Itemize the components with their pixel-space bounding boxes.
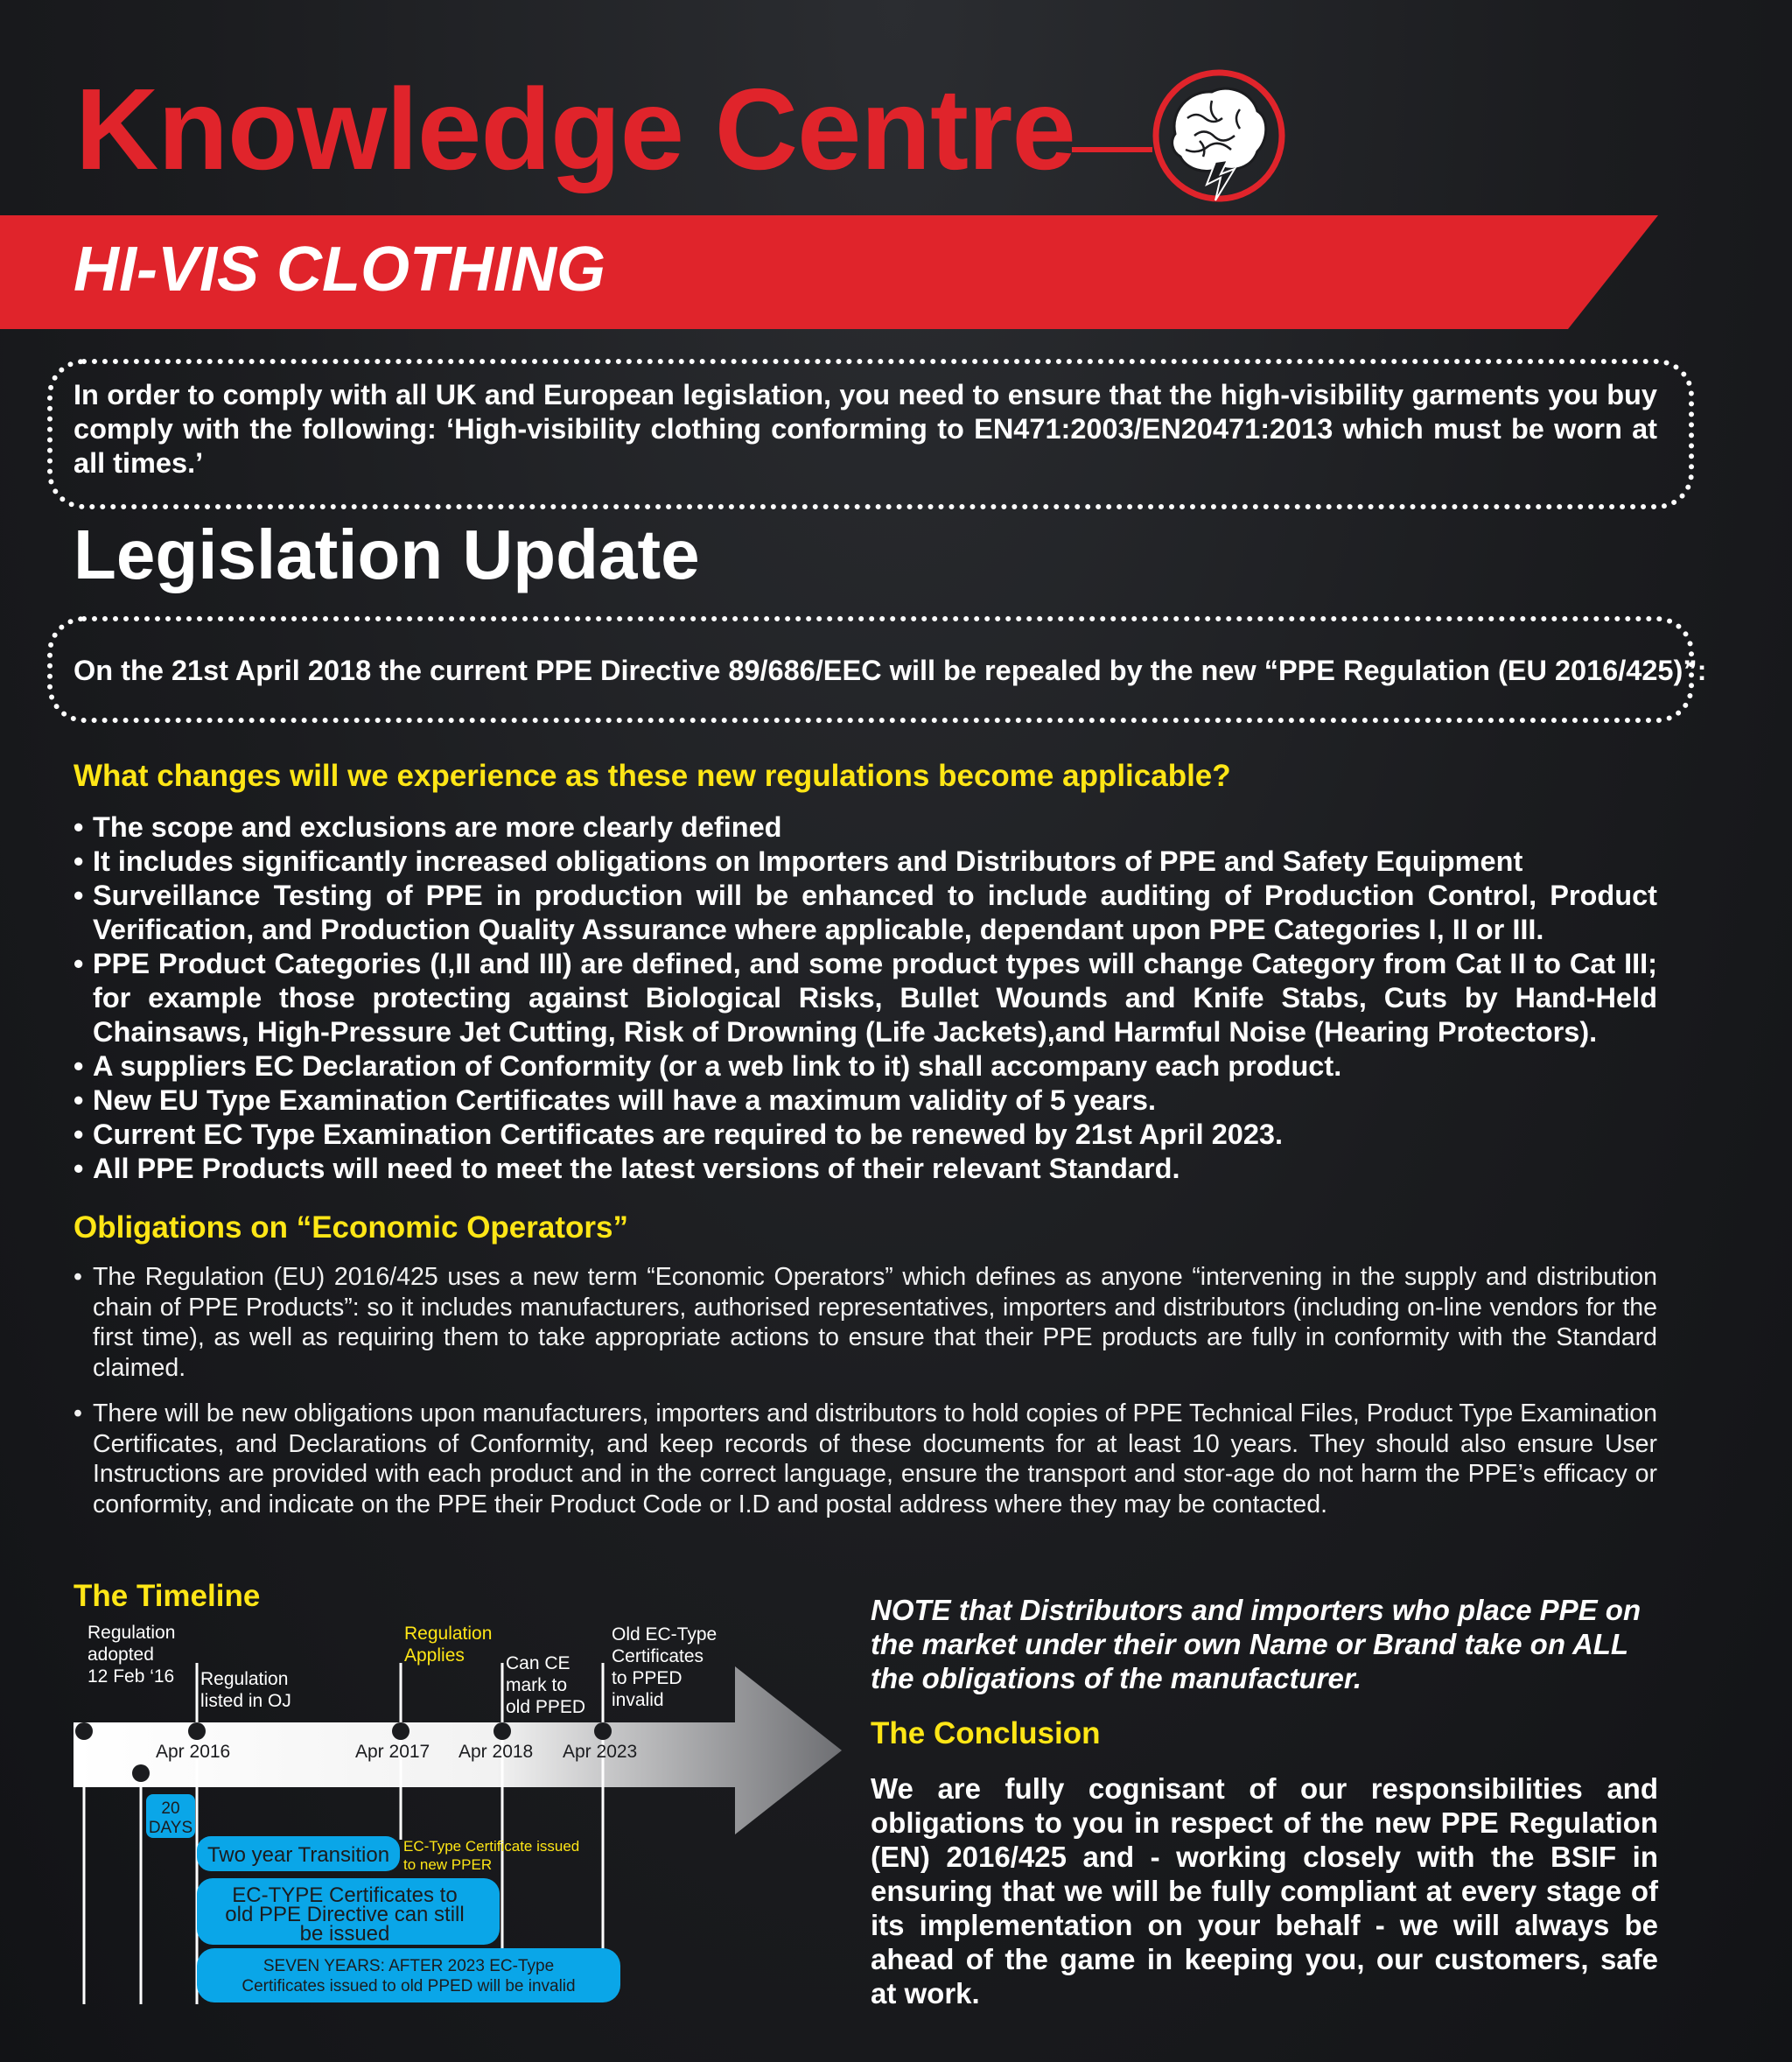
applies-label-1: Regulation <box>404 1624 493 1644</box>
adopted-label-1: Regulation <box>88 1623 176 1643</box>
obligations-list <box>74 1262 1657 1535</box>
listed-label-1: Regulation <box>200 1669 289 1689</box>
milestone-dot <box>494 1722 511 1740</box>
invalid-label-4: invalid <box>612 1690 664 1710</box>
seven-years-line-2: Certificates issued to old PPED will be invalid <box>242 1977 576 1995</box>
timeline-heading: The Timeline <box>74 1579 261 1613</box>
ce-mark-label-2: mark to <box>506 1675 568 1695</box>
seven-years-line-1: SEVEN YEARS: AFTER 2023 EC-Type <box>262 1957 555 1975</box>
ec-issued-label-2: to new PPER <box>403 1856 493 1873</box>
note-text: NOTE that Distributors and importers who place PPE on the market under their own Name or Brand take on ALL the obligations of the manufacturer. <box>871 1594 1642 1694</box>
date-label: Apr 2018 <box>458 1742 534 1762</box>
list-item: • The Regulation (EU) 2016/425 uses a new term “Economic Operators” which defines as anyone “intervening in the supply and distribution chain of PPE Products”: so it includes manufacturers, authorised representatives, importers and distributors (including on-line vendors for the first time), as well as requiring them to take appropriate actions to ensure that their PPE products are fully in conformity with the Standard claimed. <box>74 1262 1657 1383</box>
ce-mark-label-1: Can CE <box>506 1653 570 1673</box>
list-item: • Current EC Type Examination Certificates are required to be renewed by 21st April 2023. <box>74 1118 1657 1152</box>
milestone-dot <box>392 1722 410 1740</box>
milestone-dot <box>75 1722 93 1740</box>
changes-heading: What changes will we experience as these new regulations become applicable? <box>74 759 1231 793</box>
list-item: • There will be new obligations upon manufacturers, importers and distributors to hold copies of PPE Technical Files, Product Type Examination Certificates, and Declarations of Conformity, and keep records of these documents for at least 10 years. They should also ensure User Instructions are provided with each product and in the correct language, ensure the transport and stor-age do not harm the PPE’s efficacy or conformity, and indicate on the PPE their Product Code or I.D and postal address where they may be contacted. <box>74 1399 1657 1519</box>
directive-text: On the 21st April 2018 the current PPE Directive 89/686/EEC will be repealed by the new “PPE Regulation (EU 2016/425)”: <box>74 655 1707 686</box>
ce-mark-label-3: old PPED <box>506 1697 586 1717</box>
milestone-dot <box>132 1764 150 1782</box>
milestone-dot <box>188 1722 206 1740</box>
changes-list <box>74 810 1657 1186</box>
list-item: • New EU Type Examination Certificates will have a maximum validity of 5 years. <box>74 1084 1657 1118</box>
conclusion-heading: The Conclusion <box>871 1716 1101 1750</box>
invalid-label-3: to PPED <box>612 1668 682 1688</box>
list-item: • It includes significantly increased obligations on Importers and Distributors of PPE and Safety Equipment <box>74 845 1657 879</box>
days-number: 20 <box>161 1799 180 1818</box>
date-label: Apr 2017 <box>355 1742 430 1762</box>
old-directive-line-2: old PPE Directive can still <box>225 1903 465 1926</box>
section-banner-title: HI-VIS CLOTHING <box>74 235 606 305</box>
milestone-dot <box>594 1722 612 1740</box>
adopted-label-3: 12 Feb ‘16 <box>88 1666 175 1687</box>
invalid-label-2: Certificates <box>612 1646 704 1666</box>
ec-issued-label-1: EC-Type Certificate issued <box>403 1838 580 1855</box>
page-title: Knowledge Centre <box>75 65 1075 193</box>
list-item: • Surveillance Testing of PPE in production will be enhanced to include auditing of Production Control, Product Verification, and Production Quality Assurance where applicable, dependant upon PPE Categories I, II or III. <box>74 879 1657 947</box>
list-item: • A suppliers EC Declaration of Conformity (or a web link to it) shall accompany each product. <box>74 1049 1657 1084</box>
date-label: Apr 2023 <box>563 1742 638 1762</box>
conclusion-text: We are fully cognisant of our responsibilities and obligations to you in respect of the new PPE Regulation (EN) 2016/425 and - working closely with the BSIF in ensuring that we will be fully compliant at every stage of its implementation on your behalf - we will always be ahead of the game in keeping you, our customers, safe at work. <box>871 1772 1658 2009</box>
intro-text: In order to comply with all UK and European legislation, you need to ensure that the high-visibility garments you buy comply with the following: ‘High-visibility clothing conforming to EN471:2003/EN20471:2013 which must be worn at all times.’ <box>74 379 1657 479</box>
timeline-diagram <box>0 1610 875 2013</box>
date-label: Apr 2016 <box>156 1742 231 1762</box>
listed-label-2: listed in OJ <box>200 1691 291 1711</box>
adopted-label-2: adopted <box>88 1645 154 1665</box>
legislation-heading: Legislation Update <box>74 516 700 593</box>
obligations-heading: Obligations on “Economic Operators” <box>74 1210 628 1245</box>
applies-label-2: Applies <box>404 1645 465 1666</box>
list-item: • PPE Product Categories (I,II and III) are defined, and some product types will change Category from Cat II to Cat III; for example those protecting against Biological Risks, Bullet Wounds and Knife Stabs, Cuts by Hand-Held Chainsaws, High-Pressure Jet Cutting, Risk of Drowning (Life Jackets),and Harmful Noise (Hearing Protectors). <box>74 947 1657 1049</box>
transition-label: Two year Transition <box>206 1843 390 1867</box>
invalid-label-1: Old EC-Type <box>612 1624 718 1645</box>
list-item: • All PPE Products will need to meet the latest versions of their relevant Standard. <box>74 1152 1657 1186</box>
old-directive-line-3: be issued <box>299 1922 390 1946</box>
brain-logo-icon <box>1072 66 1291 206</box>
old-directive-line-1: EC-TYPE Certificates to <box>232 1883 458 1907</box>
list-item: • The scope and exclusions are more clearly defined <box>74 810 1657 845</box>
days-unit: DAYS <box>148 1819 193 1837</box>
